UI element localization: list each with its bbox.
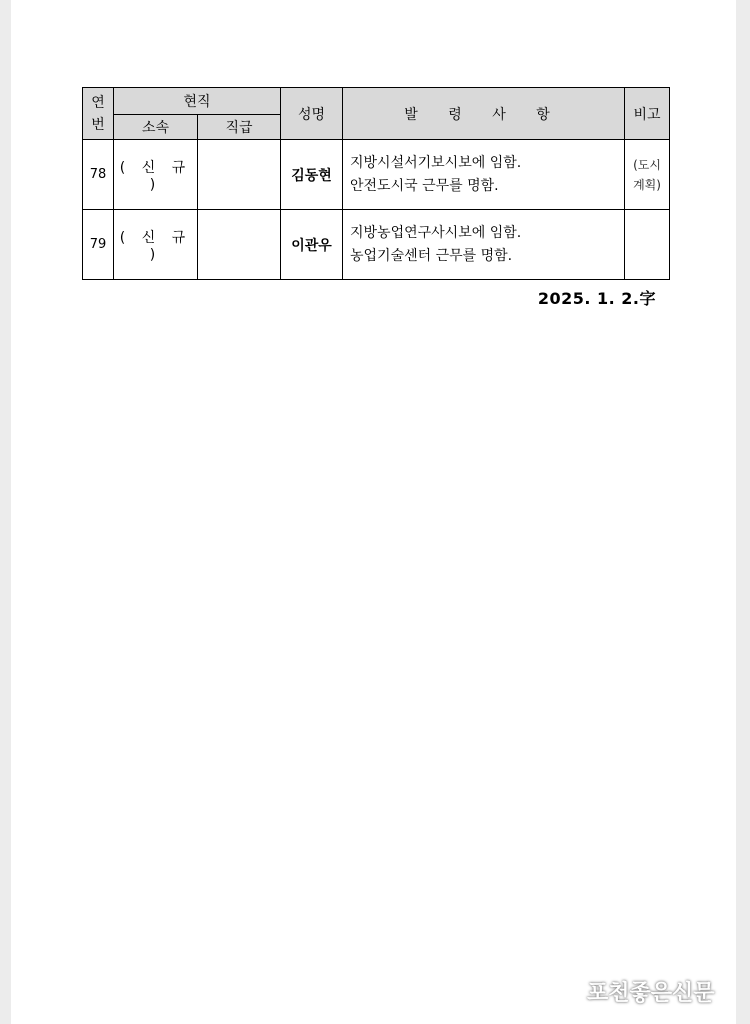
row-seq: 78 <box>83 140 114 210</box>
watermark-logo: 포천좋은신문 <box>587 981 715 1006</box>
row-note-line1: (도시 <box>633 157 661 172</box>
header-row-1 <box>83 88 670 115</box>
document-page <box>11 0 736 1024</box>
row-order-line1: 지방농업연구사시보에 임함. <box>350 224 522 241</box>
table-row <box>83 210 670 280</box>
row-order-line2: 안전도시국 근무를 명함. <box>350 177 499 194</box>
row-order <box>343 210 625 280</box>
row-name: 이관우 <box>281 210 343 280</box>
personnel-table <box>82 87 670 280</box>
header-rank: 직급 <box>198 115 281 140</box>
row-order-line2: 농업기술센터 근무를 명함. <box>350 247 513 264</box>
header-dept: 소속 <box>114 115 198 140</box>
header-seq <box>83 88 114 140</box>
header-note: 비고 <box>625 88 670 140</box>
issue-date: 2025. 1. 2.字 <box>537 289 656 308</box>
row-note <box>625 140 670 210</box>
row-order <box>343 140 625 210</box>
row-dept: ( 신 규 ) <box>114 140 198 210</box>
header-name: 성명 <box>281 88 343 140</box>
row-rank <box>198 210 281 280</box>
header-seq-line2: 번 <box>91 116 105 133</box>
row-order-line1: 지방시설서기보시보에 임함. <box>350 154 522 171</box>
row-note-line2: 계획) <box>633 177 661 192</box>
row-dept: ( 신 규 ) <box>114 210 198 280</box>
row-note <box>625 210 670 280</box>
header-current: 현직 <box>114 88 281 115</box>
header-seq-line1: 연 <box>91 94 105 111</box>
row-rank <box>198 140 281 210</box>
row-seq: 79 <box>83 210 114 280</box>
header-order: 발 령 사 항 <box>343 88 625 140</box>
row-name: 김동현 <box>281 140 343 210</box>
table-row <box>83 140 670 210</box>
